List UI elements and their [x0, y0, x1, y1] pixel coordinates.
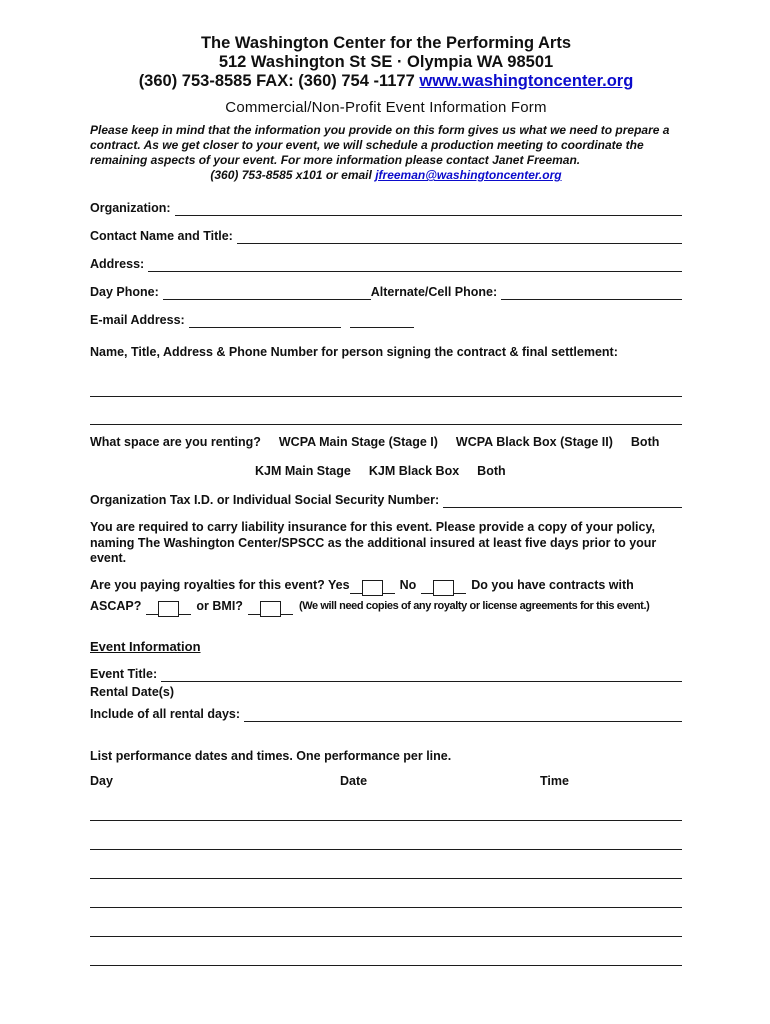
bmi-underscore-1: [248, 601, 260, 615]
org-phone-fax: (360) 753-8585 FAX: (360) 754 -1177: [138, 72, 415, 90]
ascap-checkbox[interactable]: [158, 601, 179, 617]
royalties-yes-checkbox[interactable]: [362, 580, 383, 596]
space-option-both-2: Both: [477, 464, 506, 478]
address-blank[interactable]: [148, 257, 682, 272]
ascap-label: ASCAP?: [90, 598, 142, 613]
organization-label: Organization:: [90, 201, 171, 215]
org-name: The Washington Center for the Performing Arts: [200, 34, 572, 52]
royalties-contracts-text: Do you have contracts with: [471, 577, 634, 592]
form-title: Commercial/Non-Profit Event Information Form: [225, 99, 547, 116]
performance-instructions: List performance dates and times. One performance per line.: [90, 748, 452, 763]
signer-blank-1[interactable]: [90, 382, 682, 397]
organization-blank[interactable]: [175, 201, 682, 216]
day-phone-blank[interactable]: [163, 285, 371, 300]
royalties-no-underscore-1: [421, 580, 433, 594]
event-information-heading: Event Information: [90, 638, 201, 654]
royalties-row-2: [90, 598, 682, 615]
performance-line-5[interactable]: [90, 936, 682, 937]
intro-contact-line: [90, 168, 682, 183]
field-address: [90, 256, 682, 272]
space-question-label: What space are you renting?: [90, 435, 261, 449]
signer-blank-2[interactable]: [90, 410, 682, 425]
field-email: [90, 312, 682, 328]
bmi-checkbox[interactable]: [260, 601, 281, 617]
rental-dates-label: Rental Date(s): [90, 684, 175, 699]
royalties-note: (We will need copies of any royalty or license agreements for this event.): [298, 599, 650, 612]
royalties-no-label: No: [399, 577, 417, 592]
org-phone-line: [90, 72, 682, 91]
space-option-both-1: Both: [630, 435, 660, 449]
ascap-underscore-1: [146, 601, 158, 615]
contact-name-label: Contact Name and Title:: [90, 229, 233, 243]
space-question-row: [90, 434, 682, 450]
intro-paragraph: Please keep in mind that the information you provide on this form gives us what we need to prepare a contract. As we get closer to your event, we will schedule a production meeting to coordinate the remaining aspects of your event. For more information please contact Janet Freeman.: [90, 123, 670, 167]
ascap-underscore-2: [179, 601, 191, 615]
website-link[interactable]: www.washingtoncenter.org: [419, 72, 634, 90]
royalties-yes-underscore-2: [383, 580, 395, 594]
tax-id-blank[interactable]: [443, 493, 682, 508]
performance-line-2[interactable]: [90, 849, 682, 850]
space-option-wcpa-blackbox: WCPA Black Box (Stage II): [455, 435, 613, 449]
signer-line-2: [90, 410, 682, 425]
space-option-kjm-blackbox: KJM Black Box: [368, 464, 460, 478]
field-event-title: [90, 666, 682, 682]
contact-email-link[interactable]: jfreeman@washingtoncenter.org: [375, 168, 562, 182]
signer-label: Name, Title, Address & Phone Number for person signing the contract & final settlement:: [90, 345, 618, 359]
intro-contact-prefix: (360) 753-8585 x101 or email: [210, 168, 372, 182]
field-organization: [90, 200, 682, 216]
email-blank-2[interactable]: [350, 313, 414, 328]
day-phone-label: Day Phone:: [90, 285, 159, 299]
email-blank[interactable]: [189, 313, 341, 328]
tax-id-label: Organization Tax I.D. or Individual Social Security Number:: [90, 493, 440, 507]
column-time: Time: [540, 773, 569, 788]
royalties-no-checkbox[interactable]: [433, 580, 454, 596]
performance-table-header: [90, 774, 682, 788]
event-title-blank[interactable]: [161, 667, 682, 682]
field-contact-name: [90, 228, 682, 244]
document-header: [90, 34, 682, 91]
signer-line-1: [90, 382, 682, 397]
royalties-row-1: [90, 577, 682, 594]
insurance-note: You are required to carry liability insurance for this event. Please provide a copy of your policy, naming The Washington Center/SPSCC as the additional insured at least five days prior to your event.: [90, 520, 657, 565]
performance-line-3[interactable]: [90, 878, 682, 879]
performance-line-6[interactable]: [90, 965, 682, 966]
field-include-days: [90, 706, 682, 722]
column-day: Day: [90, 773, 113, 788]
space-option-kjm-main: KJM Main Stage: [255, 464, 351, 478]
event-title-label: Event Title:: [90, 666, 158, 681]
field-tax-id: [90, 492, 682, 508]
include-days-blank[interactable]: [244, 707, 682, 722]
bmi-underscore-2: [281, 601, 293, 615]
address-label: Address:: [90, 257, 145, 271]
performance-line-4[interactable]: [90, 907, 682, 908]
include-days-label: Include of all rental days:: [90, 706, 241, 721]
column-date: Date: [340, 773, 368, 788]
space-kjm-row: [90, 463, 682, 479]
org-address: 512 Washington St SE · Olympia WA 98501: [218, 53, 554, 71]
alt-phone-label: Alternate/Cell Phone:: [370, 285, 498, 299]
royalties-no-underscore-2: [454, 580, 466, 594]
performance-line-1[interactable]: [90, 820, 682, 821]
space-option-wcpa-main: WCPA Main Stage (Stage I): [278, 435, 438, 449]
alt-phone-blank[interactable]: [501, 285, 682, 300]
royalties-question: Are you paying royalties for this event? Yes: [90, 577, 350, 592]
bmi-label: or BMI?: [196, 598, 243, 613]
field-phones: [90, 284, 682, 300]
royalties-yes-underscore-1: [350, 580, 362, 594]
contact-name-blank[interactable]: [237, 229, 682, 244]
email-label: E-mail Address:: [90, 313, 185, 327]
